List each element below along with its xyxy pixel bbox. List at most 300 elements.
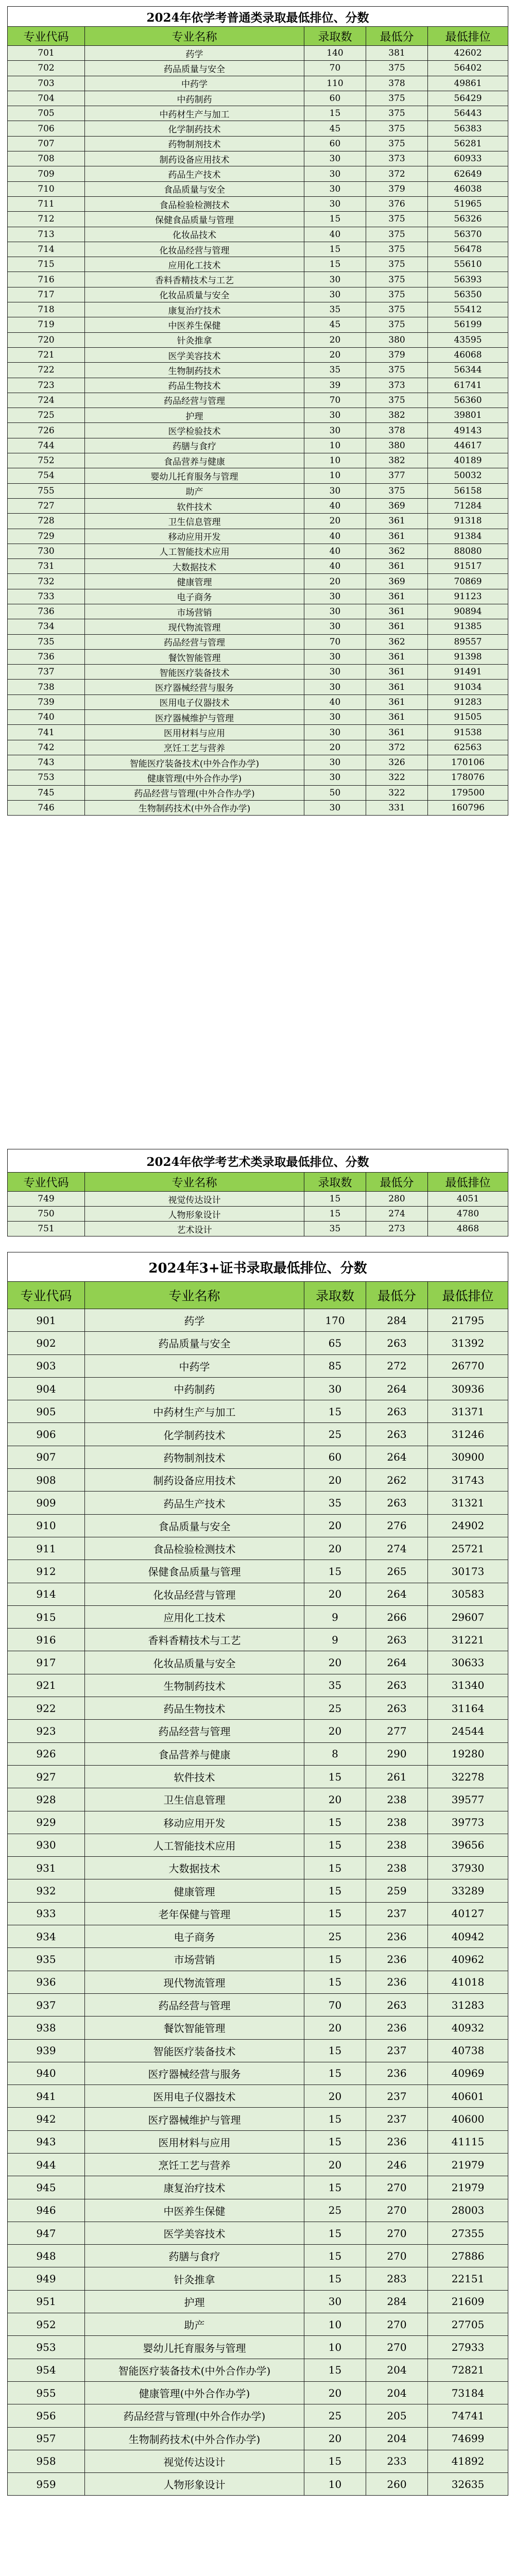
table-row [8,1742,508,1765]
cell-min-score: 270 [366,2176,428,2199]
cell-code: 945 [8,2176,85,2199]
cell-code: 736 [8,604,85,619]
cell-code: 742 [8,740,85,755]
table-row [8,227,508,242]
cell-code: 710 [8,181,85,196]
cell-enroll: 45 [304,317,366,332]
table-row [8,1857,508,1879]
cell-name: 卫生信息管理 [85,514,304,529]
cell-min-rank: 91398 [428,649,508,664]
cell-name: 医学检验技术 [85,423,304,438]
cell-name: 医用电子仪器技术 [85,694,304,709]
cell-min-rank: 19280 [428,1742,508,1765]
cell-min-rank: 31164 [428,1697,508,1720]
cell-enroll: 30 [304,619,366,634]
cell-min-score: 375 [366,106,428,121]
cell-min-rank: 32278 [428,1765,508,1788]
header-enroll: 录取数 [304,27,366,46]
table-row [8,755,508,770]
table-row [8,106,508,121]
cell-code: 732 [8,574,85,589]
table-row [8,332,508,347]
cell-min-rank: 29607 [428,1605,508,1628]
cell-min-score: 375 [366,363,428,378]
cell-code: 921 [8,1674,85,1697]
cell-code: 922 [8,1697,85,1720]
cell-code: 736 [8,649,85,664]
cell-min-rank: 56326 [428,212,508,227]
cell-code: 912 [8,1560,85,1583]
cell-min-score: 237 [366,2108,428,2130]
cell-code: 926 [8,1742,85,1765]
table-row [8,2176,508,2199]
table-row [8,514,508,529]
cell-code: 728 [8,514,85,529]
cell-enroll: 15 [304,2359,366,2381]
header-code: 专业代码 [8,1173,85,1192]
table-row [8,1560,508,1583]
table-row [8,1788,508,1811]
cell-min-rank: 26770 [428,1354,508,1377]
cell-enroll: 15 [304,1560,366,1583]
cell-name: 视觉传达设计 [85,2450,304,2472]
table-row [8,347,508,362]
cell-min-rank: 40942 [428,1925,508,1948]
cell-code: 721 [8,347,85,362]
cell-name: 移动应用开发 [85,1811,304,1834]
cell-name: 现代物流管理 [85,1971,304,1993]
cell-code: 713 [8,227,85,242]
cell-name: 医疗器械经营与服务 [85,680,304,694]
cell-min-rank: 50032 [428,468,508,483]
cell-name: 生物制药技术 [85,1674,304,1697]
cell-name: 婴幼儿托育服务与管理 [85,468,304,483]
cell-min-score: 277 [366,1720,428,1742]
cell-min-score: 263 [366,1697,428,1720]
cell-min-score: 238 [366,1811,428,1834]
cell-code: 947 [8,2222,85,2244]
cell-min-score: 263 [366,1423,428,1446]
table-row [8,212,508,227]
cell-min-rank: 56158 [428,483,508,498]
cell-min-rank: 30633 [428,1651,508,1674]
cell-enroll: 30 [304,800,366,815]
cell-code: 741 [8,725,85,740]
cell-min-rank: 39656 [428,1834,508,1856]
cell-min-score: 280 [366,1192,428,1207]
cell-code: 938 [8,2016,85,2039]
cell-enroll: 35 [304,1222,366,1236]
cell-name: 中药制药 [85,1377,304,1400]
cell-name: 应用化工技术 [85,1605,304,1628]
cell-enroll: 60 [304,91,366,106]
cell-enroll: 40 [304,559,366,574]
cell-min-rank: 31283 [428,1993,508,2016]
cell-min-rank: 24902 [428,1514,508,1537]
cell-enroll: 40 [304,694,366,709]
cell-code: 718 [8,302,85,317]
cell-code: 902 [8,1332,85,1354]
cell-min-score: 381 [366,46,428,61]
cell-min-rank: 91123 [428,589,508,604]
cell-min-score: 372 [366,740,428,755]
cell-enroll: 30 [304,151,366,166]
cell-min-score: 284 [366,2290,428,2313]
cell-min-rank: 41018 [428,1971,508,1993]
cell-enroll: 70 [304,1993,366,2016]
table-row [8,529,508,544]
cell-enroll: 40 [304,529,366,544]
cell-enroll: 70 [304,393,366,408]
cell-min-rank: 40127 [428,1902,508,1925]
cell-min-rank: 56344 [428,363,508,378]
cell-code: 717 [8,287,85,302]
table-row [8,1651,508,1674]
cell-min-rank: 41892 [428,2450,508,2472]
cell-name: 药品生物技术 [85,1697,304,1720]
table-row [8,61,508,76]
cell-min-rank: 30900 [428,1446,508,1468]
table-row [8,2404,508,2427]
table-row [8,1469,508,1492]
cell-min-rank: 61741 [428,378,508,393]
cell-min-score: 322 [366,770,428,785]
cell-min-rank: 31743 [428,1469,508,1492]
table-row [8,710,508,725]
cell-enroll: 10 [304,2336,366,2359]
cell-min-score: 204 [366,2381,428,2404]
cell-enroll: 15 [304,1879,366,1902]
cell-code: 729 [8,529,85,544]
table-row [8,589,508,604]
cell-min-score: 375 [366,121,428,136]
table-row [8,1207,508,1222]
cell-code: 907 [8,1446,85,1468]
cell-enroll: 15 [304,1207,366,1222]
cell-name: 健康管理 [85,1879,304,1902]
cell-min-rank: 21979 [428,2153,508,2176]
cell-enroll: 20 [304,1788,366,1811]
cell-enroll: 15 [304,2108,366,2130]
cell-enroll: 20 [304,1469,366,1492]
cell-min-rank: 40969 [428,2062,508,2084]
cell-min-rank: 91318 [428,514,508,529]
table-row [8,136,508,151]
cell-name: 现代物流管理 [85,619,304,634]
table-row [8,1400,508,1423]
cell-min-rank: 74741 [428,2404,508,2427]
cell-name: 老年保健与管理 [85,1902,304,1925]
cell-name: 药品经营与管理 [85,634,304,649]
cell-name: 康复治疗技术 [85,2176,304,2199]
cell-code: 746 [8,800,85,815]
cell-min-score: 204 [366,2359,428,2381]
table-row [8,2199,508,2222]
table-row [8,2085,508,2108]
table-row [8,559,508,574]
cell-code: 712 [8,212,85,227]
cell-min-score: 263 [366,1629,428,1651]
cell-enroll: 30 [304,272,366,287]
cell-min-rank: 40962 [428,1948,508,1971]
cell-min-rank: 91538 [428,725,508,740]
cell-min-score: 263 [366,1400,428,1423]
cell-min-score: 236 [366,1971,428,1993]
cell-enroll: 30 [304,589,366,604]
cell-enroll: 25 [304,1423,366,1446]
cell-min-score: 375 [366,242,428,257]
cell-name: 艺术设计 [85,1222,304,1236]
cell-enroll: 15 [304,2130,366,2153]
table-row [8,1674,508,1697]
table-row [8,468,508,483]
cell-enroll: 30 [304,423,366,438]
cell-min-score: 361 [366,559,428,574]
cell-name: 药物制剂技术 [85,1446,304,1468]
cell-min-score: 276 [366,1514,428,1537]
cell-name: 餐饮智能管理 [85,2016,304,2039]
cell-min-rank: 40738 [428,2039,508,2062]
cell-code: 957 [8,2427,85,2450]
cell-enroll: 10 [304,2473,366,2496]
table-row [8,1377,508,1400]
cell-min-rank: 25721 [428,1537,508,1560]
table-row [8,2039,508,2062]
cell-min-score: 361 [366,694,428,709]
cell-min-rank: 30583 [428,1583,508,1605]
cell-code: 730 [8,544,85,558]
cell-name: 护理 [85,408,304,423]
cell-min-rank: 4868 [428,1222,508,1236]
cell-code: 724 [8,393,85,408]
cell-name: 保健食品质量与管理 [85,212,304,227]
cell-min-rank: 56281 [428,136,508,151]
cell-code: 956 [8,2404,85,2427]
cell-min-rank: 21979 [428,2176,508,2199]
cell-code: 725 [8,408,85,423]
table-row [8,393,508,408]
cell-code: 958 [8,2450,85,2472]
table-row [8,257,508,272]
cell-min-score: 375 [366,212,428,227]
table-row [8,1446,508,1468]
table-row [8,2427,508,2450]
cell-min-score: 380 [366,332,428,347]
cell-min-rank: 62649 [428,166,508,181]
cell-enroll: 15 [304,2176,366,2199]
cell-name: 生物制药技术 [85,363,304,378]
cell-min-score: 264 [366,1583,428,1605]
table-row [8,1332,508,1354]
cell-enroll: 30 [304,196,366,211]
cell-name: 食品营养与健康 [85,453,304,468]
certificate-admission-table [7,1252,508,2496]
table-row [8,2108,508,2130]
cell-code: 703 [8,76,85,91]
cell-code: 946 [8,2199,85,2222]
cell-code: 905 [8,1400,85,1423]
table-row [8,2290,508,2313]
table-row [8,1192,508,1207]
cell-name: 食品检验检测技术 [85,1537,304,1560]
cell-min-rank: 30936 [428,1377,508,1400]
cell-name: 视觉传达设计 [85,1192,304,1207]
cell-name: 中医养生保健 [85,2199,304,2222]
cell-min-rank: 40601 [428,2085,508,2108]
cell-code: 911 [8,1537,85,1560]
cell-min-score: 376 [366,196,428,211]
cell-name: 生物制药技术(中外合作办学) [85,800,304,815]
cell-name: 人物形象设计 [85,1207,304,1222]
cell-code: 720 [8,332,85,347]
cell-enroll: 15 [304,257,366,272]
cell-min-rank: 55610 [428,257,508,272]
cell-name: 智能医疗装备技术 [85,665,304,680]
table-row [8,1971,508,1993]
cell-name: 中药材生产与加工 [85,1400,304,1423]
cell-enroll: 20 [304,2427,366,2450]
cell-name: 智能医疗装备技术(中外合作办学) [85,2359,304,2381]
cell-min-score: 261 [366,1765,428,1788]
cell-enroll: 30 [304,725,366,740]
cell-enroll: 15 [304,106,366,121]
cell-min-score: 238 [366,1834,428,1856]
cell-enroll: 140 [304,46,366,61]
table-row [8,408,508,423]
table-row [8,2062,508,2084]
cell-min-rank: 56199 [428,317,508,332]
table-row [8,1354,508,1377]
cell-min-rank: 56383 [428,121,508,136]
cell-code: 738 [8,680,85,694]
cell-code: 735 [8,634,85,649]
cell-name: 医疗器械维护与管理 [85,2108,304,2130]
cell-min-rank: 40932 [428,2016,508,2039]
cell-min-score: 236 [366,1925,428,1948]
cell-name: 软件技术 [85,498,304,513]
table-row [8,694,508,709]
cell-min-score: 375 [366,393,428,408]
table-row [8,302,508,317]
cell-name: 人物形象设计 [85,2473,304,2496]
cell-min-score: 331 [366,800,428,815]
cell-enroll: 25 [304,2199,366,2222]
cell-enroll: 10 [304,2313,366,2336]
cell-name: 药品经营与管理 [85,1720,304,1742]
cell-min-score: 237 [366,2039,428,2062]
cell-min-score: 270 [366,2313,428,2336]
cell-code: 716 [8,272,85,287]
table-row [8,2336,508,2359]
cell-name: 针灸推拿 [85,2267,304,2290]
table-row [8,2153,508,2176]
cell-enroll: 15 [304,1811,366,1834]
table-row [8,1902,508,1925]
cell-min-rank: 30173 [428,1560,508,1583]
header-enroll: 录取数 [304,1282,366,1309]
cell-min-rank: 91385 [428,619,508,634]
cell-min-rank: 41115 [428,2130,508,2153]
cell-min-score: 274 [366,1207,428,1222]
cell-code: 954 [8,2359,85,2381]
cell-min-score: 361 [366,514,428,529]
cell-name: 大数据技术 [85,559,304,574]
cell-enroll: 30 [304,2290,366,2313]
table-row [8,2016,508,2039]
cell-name: 康复治疗技术 [85,302,304,317]
cell-min-rank: 39577 [428,1788,508,1811]
cell-name: 药品生物技术 [85,378,304,393]
table-row [8,1222,508,1236]
table-title: 2024年依学考普通类录取最低排位、分数 [8,7,508,27]
table-row [8,151,508,166]
table-row [8,680,508,694]
cell-min-rank: 88080 [428,544,508,558]
cell-enroll: 15 [304,1857,366,1879]
cell-min-rank: 46068 [428,347,508,362]
cell-min-score: 263 [366,1492,428,1514]
cell-min-rank: 32635 [428,2473,508,2496]
cell-code: 701 [8,46,85,61]
cell-min-rank: 44617 [428,438,508,453]
cell-min-score: 236 [366,2062,428,2084]
cell-enroll: 35 [304,1674,366,1697]
cell-enroll: 20 [304,2153,366,2176]
cell-name: 医疗器械经营与服务 [85,2062,304,2084]
cell-enroll: 20 [304,2085,366,2108]
cell-min-score: 270 [366,2222,428,2244]
table-row [8,1834,508,1856]
cell-min-rank: 42602 [428,46,508,61]
cell-enroll: 15 [304,2245,366,2267]
cell-name: 大数据技术 [85,1857,304,1879]
cell-name: 食品质量与安全 [85,181,304,196]
art-admission-table [7,1149,508,1236]
cell-code: 904 [8,1377,85,1400]
cell-code: 751 [8,1222,85,1236]
cell-name: 软件技术 [85,1765,304,1788]
cell-name: 药品经营与管理(中外合作办学) [85,2404,304,2427]
cell-min-score: 379 [366,347,428,362]
cell-code: 935 [8,1948,85,1971]
cell-min-score: 283 [366,2267,428,2290]
cell-code: 931 [8,1857,85,1879]
cell-code: 744 [8,438,85,453]
cell-enroll: 20 [304,347,366,362]
cell-enroll: 30 [304,483,366,498]
cell-min-rank: 89557 [428,634,508,649]
cell-min-rank: 73184 [428,2381,508,2404]
cell-min-rank: 56350 [428,287,508,302]
cell-min-score: 362 [366,634,428,649]
table-row [8,785,508,800]
table-row [8,1514,508,1537]
table-row [8,2381,508,2404]
cell-enroll: 30 [304,680,366,694]
cell-min-score: 264 [366,1446,428,1468]
cell-min-rank: 71284 [428,498,508,513]
cell-min-score: 375 [366,272,428,287]
cell-code: 915 [8,1605,85,1628]
cell-name: 药物制剂技术 [85,136,304,151]
table-row [8,196,508,211]
cell-min-score: 375 [366,317,428,332]
table-row [8,619,508,634]
cell-min-rank: 179500 [428,785,508,800]
cell-enroll: 15 [304,2267,366,2290]
cell-enroll: 15 [304,1902,366,1925]
header-name: 专业名称 [85,27,304,46]
